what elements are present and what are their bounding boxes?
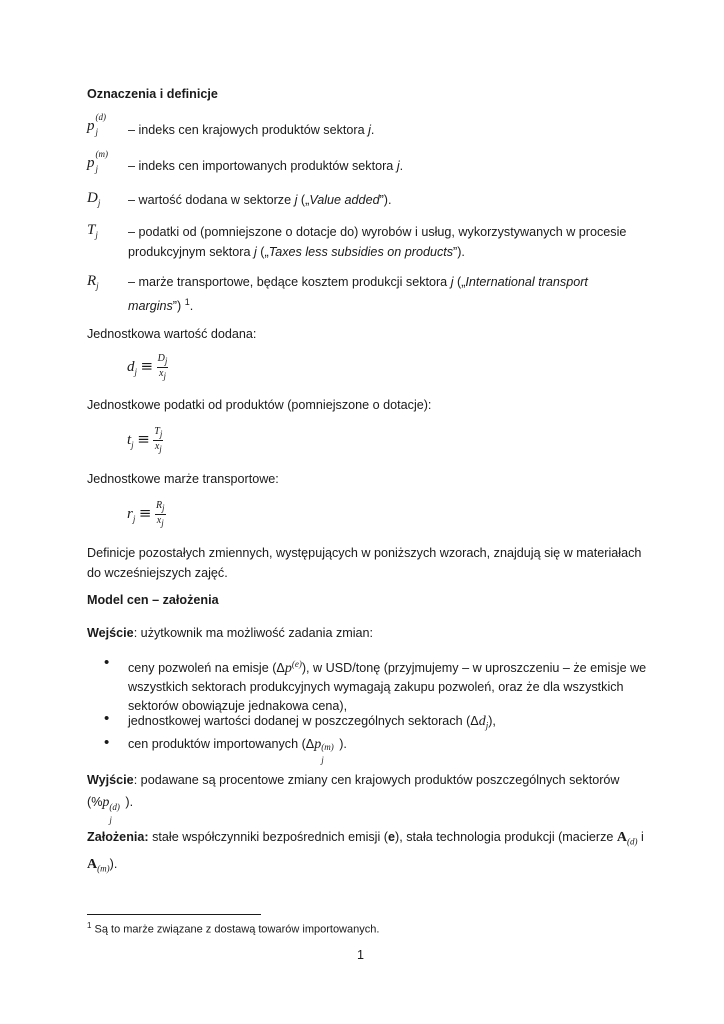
assumptions-label: Założenia:	[87, 830, 149, 844]
footnote: $^1$ Są to marże związane z dostawą towarów importowanych.	[87, 921, 380, 936]
label-unit-value-added: Jednostkowa wartość dodana:	[87, 327, 257, 341]
bullet-unit-value-added: jednostkowej wartości dodanej w poszczególnych sektorach $(\Delta d_j)$,	[128, 714, 496, 731]
input-description: Wejście: użytkownik ma możliwość zadania zmian:	[87, 626, 374, 640]
symbol-T: $T_j$	[87, 222, 98, 240]
paragraph-other-definitions: Definicje pozostałych zmiennych, występujących w poniższych wzorach, znajdują się w materiałach do wcześniejszych zajęć.	[87, 546, 642, 580]
label-unit-margins: Jednostkowe marże transportowe:	[87, 472, 279, 486]
bullet-emission-permits: ceny pozwoleń na emisje $(\Delta p^{(e)})$, w USD/tonę (przyjmujemy – w uproszczeniu – że emisje we wszystkich sektorach produkcyjnych wymagają zakupu pozwoleń, oraz że dla wszystkich sektorów obowiązuje jednakowa cena),	[128, 659, 647, 714]
symbol-D: $D_j$	[87, 190, 101, 208]
symbol-R: $R_j$	[87, 273, 99, 291]
section-heading-model: Model cen – założenia	[87, 593, 219, 607]
input-label: Wejście	[87, 626, 134, 640]
page-number: 1	[357, 948, 365, 962]
section-heading-definitions: Oznaczenia i definicje	[87, 87, 218, 101]
label-unit-taxes: Jednostkowe podatki od produktów (pomniejszone o dotacje):	[87, 398, 432, 412]
equation-unit-taxes: $t_j$ ≡ $\frac{T_j}{x_j}$	[127, 426, 163, 454]
definition-import-price: – indeks cen importowanych produktów sektora j.	[128, 159, 404, 173]
footnote-divider	[87, 914, 261, 915]
definition-value-added: – wartość dodana w sektorze j („Value added”).	[128, 193, 392, 207]
footnote-ref[interactable]: 1	[184, 297, 190, 307]
output-label: Wyjście	[87, 773, 134, 787]
bullet-import-prices: cen produktów importowanych (Δp (m) j ).	[128, 737, 347, 765]
assumptions-description: Założenia: stałe współczynniki bezpośrednich emisji (e), stała technologia produkcji (macierze $A_{(d)}$ i $A_{(m)}$).	[87, 830, 644, 874]
definition-margins: – marże transportowe, będące kosztem produkcji sektora j („International transport margins”) $^1$.	[128, 275, 588, 314]
bullet-marker: •	[104, 654, 110, 671]
symbol-p-d: p (d) j	[87, 112, 106, 137]
equation-unit-value-added: $d_j$ ≡ $\frac{D_j}{x_j}$	[127, 353, 168, 381]
bullet-marker: •	[104, 710, 110, 727]
equation-unit-margins: $r_j$ ≡ $\frac{R_j}{x_j}$	[127, 500, 165, 528]
definition-domestic-price: – indeks cen krajowych produktów sektora j.	[128, 123, 375, 137]
definition-taxes: – podatki od (pomniejszone o dotacje do) wyrobów i usług, wykorzystywanych w procesie produkcyjnym sektora j („Taxes less subsidies on products”).	[128, 225, 627, 259]
symbol-p-m: p (m) j	[87, 149, 108, 174]
output-description: Wyjście: podawane są procentowe zmiany cen krajowych produktów poszczególnych sektorów (%p (d) j ).	[87, 773, 620, 825]
bullet-marker: •	[104, 734, 110, 751]
